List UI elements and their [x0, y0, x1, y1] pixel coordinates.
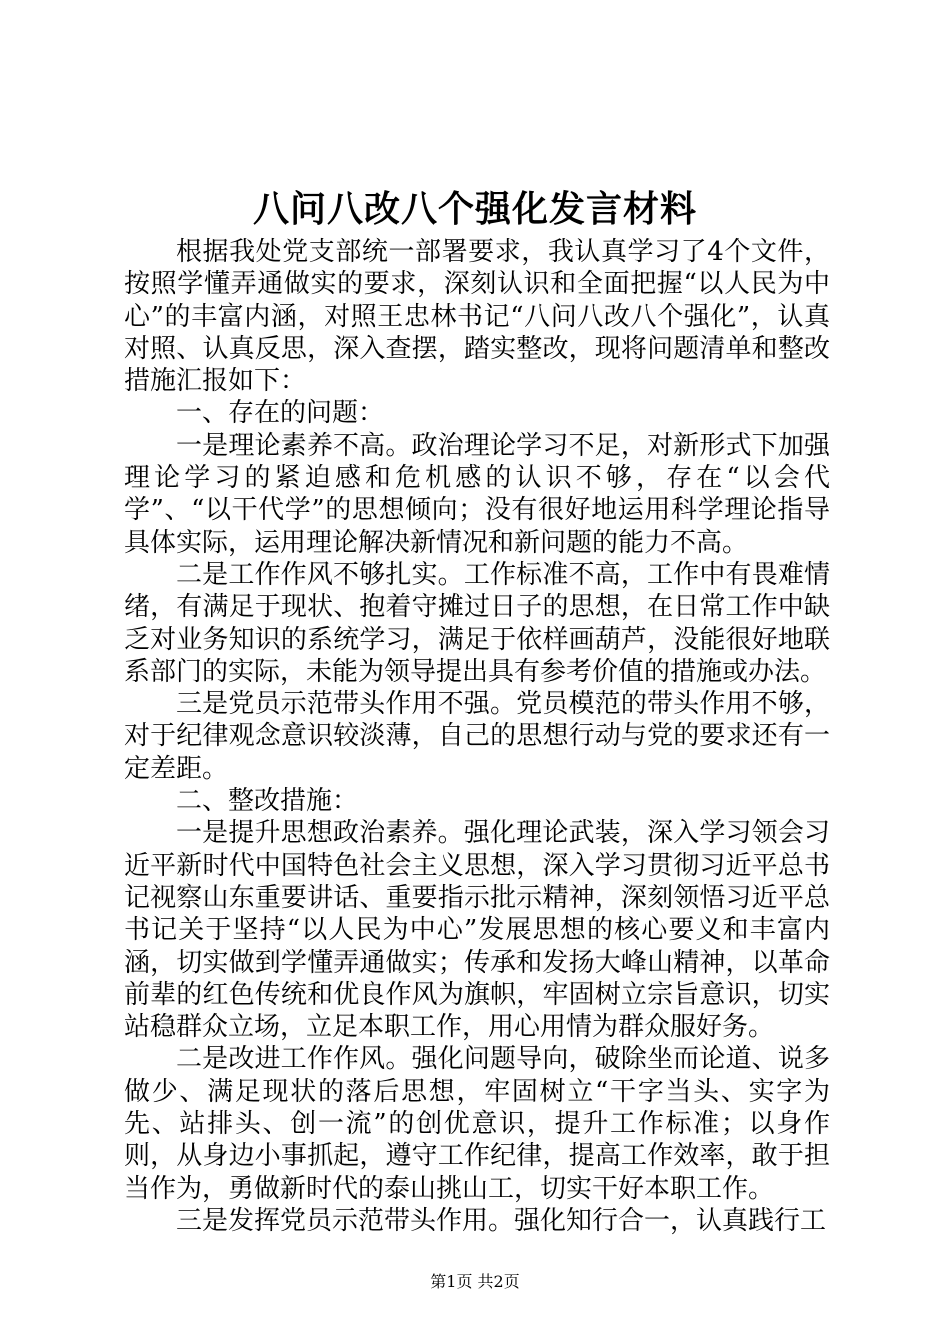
document-body	[124, 236, 830, 1237]
problem-paragraph-1: 一是理论素养不高。政治理论学习不足，对新形式下加强理论学习的紧迫感和危机感的认识不够，存在“以会代学”、“以干代学”的思想倾向；没有很好地运用科学理论指导具体实际，运用理论解决新情况和新问题的能力不高。	[124, 430, 830, 558]
measure-paragraph-3: 三是发挥党员示范带头作用。强化知行合一，认真践行工	[176, 1205, 827, 1236]
intro-paragraph: 根据我处党支部统一部署要求，我认真学习了4个文件，按照学懂弄通做实的要求，深刻认识和全面把握“以人民为中心”的丰富内涵，对照王忠林书记“八问八改八个强化”，认真对照、认真反思，深入查摆，踏实整改，现将问题清单和整改措施汇报如下：	[124, 237, 830, 397]
section-heading-measures: 二、整改措施：	[176, 786, 359, 817]
problem-paragraph-2: 二是工作作风不够扎实。工作标准不高，工作中有畏难情绪，有满足于现状、抱着守摊过日子的思想，在日常工作中缺乏对业务知识的系统学习，满足于依样画葫芦，没能很好地联系部门的实际，未能为领导提出具有参考价值的措施或办法。	[124, 559, 830, 687]
page-number-footer: 第1页 共2页	[430, 1272, 520, 1291]
problem-paragraph-3: 三是党员示范带头作用不强。党员模范的带头作用不够，对于纪律观念意识较淡薄，自己的思想行动与党的要求还有一定差距。	[124, 689, 830, 784]
measure-paragraph-2: 二是改进工作作风。强化问题导向，破除坐而论道、说多做少、满足现状的落后思想，牢固树立“干字当头、实字为先、站排头、创一流”的创优意识，提升工作标准；以身作则，从身边小事抓起，遵守工作纪律，提高工作效率，敢于担当作为，勇做新时代的泰山挑山工，切实干好本职工作。	[124, 1044, 830, 1204]
section-heading-problems: 一、存在的问题：	[176, 398, 385, 429]
document-title: 八问八改八个强化发言材料	[252, 188, 697, 230]
measure-paragraph-1: 一是提升思想政治素养。强化理论武装，深入学习领会习近平新时代中国特色社会主义思想，深入学习贯彻习近平总书记视察山东重要讲话、重要指示批示精神，深刻领悟习近平总书记关于坚持“以人民为中心”发展思想的核心要义和丰富内涵，切实做到学懂弄通做实；传承和发扬大峰山精神，以革命前辈的红色传统和优良作风为旗帜，牢固树立宗旨意识，切实站稳群众立场，立足本职工作，用心用情为群众服好务。	[124, 818, 830, 1043]
